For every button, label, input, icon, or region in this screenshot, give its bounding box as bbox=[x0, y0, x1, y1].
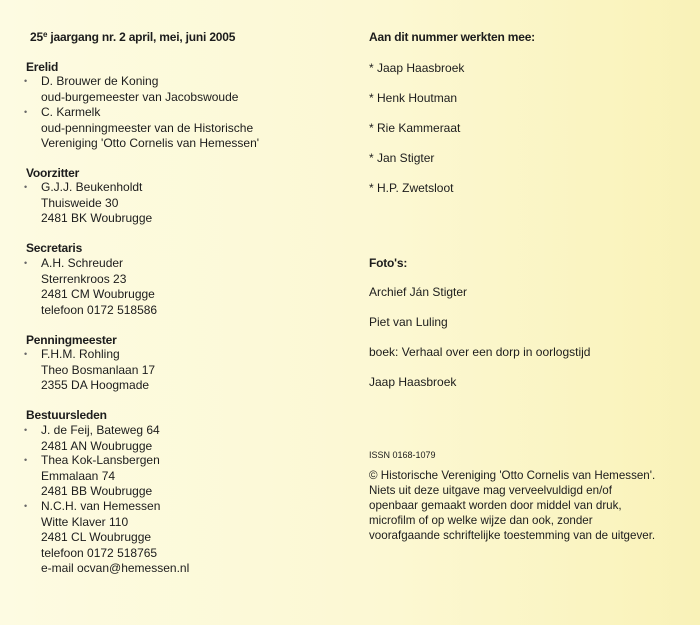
bullet-icon: • bbox=[24, 258, 28, 268]
entry-line: Witte Klaver 110 bbox=[41, 514, 129, 529]
contributor-item: * H.P. Zwetsloot bbox=[369, 181, 454, 195]
list-item bbox=[26, 105, 259, 152]
photo-credit: Jaap Haasbroek bbox=[369, 375, 457, 389]
entry-line: telefoon 0172 518586 bbox=[41, 302, 158, 317]
entry-line: Theo Bosmanlaan 17 bbox=[41, 362, 156, 377]
entry-line: 2481 AN Woubrugge bbox=[41, 438, 153, 453]
contributor-item: * Jaap Haasbroek bbox=[369, 61, 465, 75]
photo-credit: boek: Verhaal over een dorp in oorlogstijd bbox=[369, 345, 591, 359]
bullet-icon: • bbox=[24, 425, 28, 435]
list-item bbox=[26, 499, 189, 577]
contributor-item: * Henk Houtman bbox=[369, 91, 458, 105]
bullet-icon: • bbox=[24, 455, 28, 465]
contributor-item: * Jan Stigter bbox=[369, 151, 435, 165]
list-item bbox=[26, 74, 238, 105]
list-item bbox=[26, 347, 155, 394]
entry-line: 2481 CL Woubrugge bbox=[41, 530, 152, 544]
entry-line: Vereniging 'Otto Cornelis van Hemessen' bbox=[41, 136, 260, 150]
entry-line: F.H.M. Rohling bbox=[41, 347, 120, 361]
bullet-icon: • bbox=[24, 182, 28, 192]
entry-line: oud-burgemeester van Jacobswoude bbox=[41, 89, 239, 104]
entry-line: D. Brouwer de Koning bbox=[41, 74, 159, 88]
entry-line: C. Karmelk bbox=[41, 105, 101, 119]
issn-number: ISSN 0168-1079 bbox=[369, 450, 436, 460]
entry-line: Thuisweide 30 bbox=[41, 195, 119, 210]
entry-line: Thea Kok-Lansbergen bbox=[41, 453, 160, 467]
issue-number: 25 bbox=[30, 30, 43, 44]
copyright-line: openbaar gemaakt worden door middel van druk, bbox=[369, 499, 622, 512]
section-title-penningmeester: Penningmeester bbox=[26, 333, 117, 347]
copyright-line: voorafgaande schriftelijke toestemming van de uitgever. bbox=[369, 529, 656, 542]
bullet-icon: • bbox=[24, 501, 28, 511]
email-text: e-mail ocvan@hemessen.nl bbox=[41, 561, 190, 575]
copyright-notice bbox=[369, 468, 689, 543]
copyright-line: © Historische Vereniging 'Otto Cornelis van Hemessen'. bbox=[369, 469, 656, 482]
contributors-title: Aan dit nummer werkten mee: bbox=[369, 30, 535, 44]
entry-line: Sterrenkroos 23 bbox=[41, 271, 127, 286]
entry-line: N.C.H. van Hemessen bbox=[41, 499, 161, 513]
issue-heading bbox=[30, 30, 235, 44]
entry-line: 2355 DA Hoogmade bbox=[41, 378, 150, 392]
entry-line: G.J.J. Beukenholdt bbox=[41, 180, 143, 194]
section-title-bestuursleden: Bestuursleden bbox=[26, 408, 107, 422]
list-item bbox=[26, 423, 160, 454]
photo-credit: Archief Ján Stigter bbox=[369, 285, 468, 299]
photos-title: Foto's: bbox=[369, 256, 408, 270]
section-title-voorzitter: Voorzitter bbox=[26, 166, 80, 180]
section-title-secretaris: Secretaris bbox=[26, 241, 83, 255]
entry-line: oud-penningmeester van de Historische bbox=[41, 120, 254, 135]
bullet-icon: • bbox=[24, 107, 28, 117]
list-item bbox=[26, 180, 152, 227]
bullet-icon: • bbox=[24, 349, 28, 359]
list-item bbox=[26, 256, 157, 318]
section-title-erelid: Erelid bbox=[26, 60, 59, 74]
entry-line: 2481 BB Woubrugge bbox=[41, 484, 153, 498]
entry-line: telefoon 0172 518765 bbox=[41, 545, 158, 560]
photo-credit: Piet van Luling bbox=[369, 315, 448, 329]
contributor-item: * Rie Kammeraat bbox=[369, 121, 461, 135]
issue-ordinal-suffix: e bbox=[42, 30, 48, 39]
copyright-line: Niets uit deze uitgave mag verveelvuldigd en/of bbox=[369, 484, 612, 497]
entry-line: J. de Feij, Bateweg 64 bbox=[41, 423, 160, 437]
entry-line: 2481 BK Woubrugge bbox=[41, 211, 153, 225]
list-item bbox=[26, 453, 160, 500]
bullet-icon: • bbox=[24, 76, 28, 86]
entry-line: A.H. Schreuder bbox=[41, 256, 124, 270]
copyright-line: microfilm of op welke wijze dan ook, zonder bbox=[369, 514, 593, 527]
issue-text: jaargang nr. 2 april, mei, juni 2005 bbox=[47, 30, 236, 44]
entry-line: Emmalaan 74 bbox=[41, 468, 116, 483]
entry-line: 2481 CM Woubrugge bbox=[41, 287, 155, 301]
